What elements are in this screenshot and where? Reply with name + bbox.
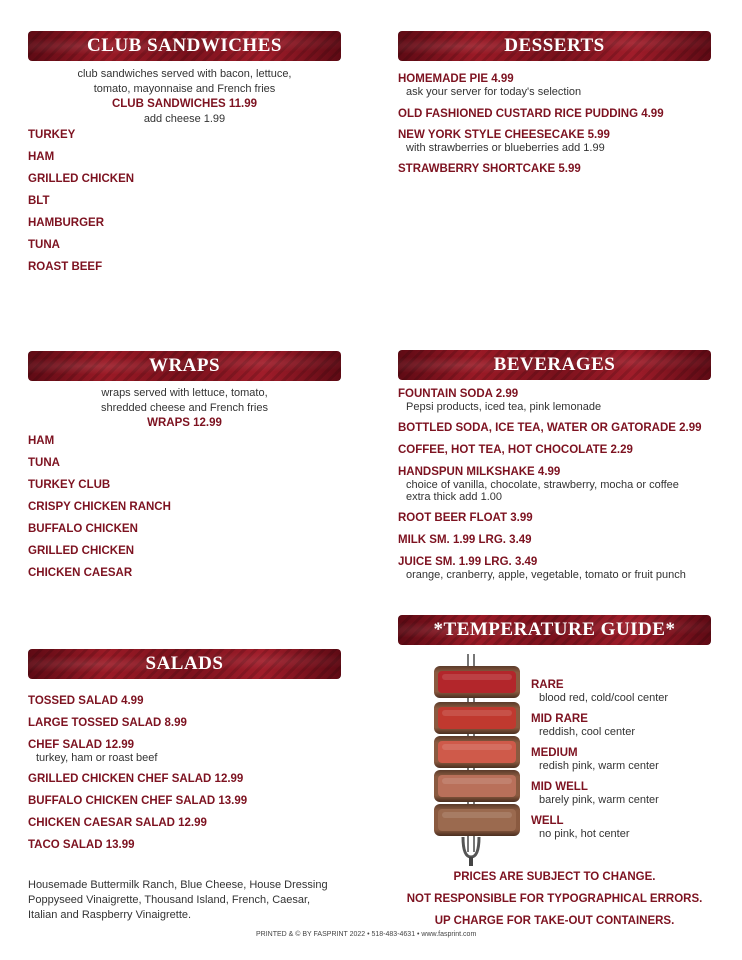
menu-item: GRILLED CHICKEN CHEF SALAD 12.99	[28, 773, 244, 785]
temperature-level-desc: blood red, cold/cool center	[539, 692, 669, 704]
menu-item: OLD FASHIONED CUSTARD RICE PUDDING 4.99	[398, 108, 664, 120]
menu-item: COFFEE, HOT TEA, HOT CHOCOLATE 2.29	[398, 444, 633, 456]
desserts-title: DESSERTS	[504, 35, 605, 56]
salads-header	[28, 649, 341, 679]
temperature-level-desc: no pink, hot center	[539, 828, 630, 840]
club-sandwiches-header	[28, 31, 341, 61]
beverages-header	[398, 350, 711, 380]
menu-item: CHICKEN CAESAR	[28, 567, 133, 579]
temperature-level-name: RARE	[531, 679, 564, 691]
menu-item: CHICKEN CAESAR SALAD 12.99	[28, 817, 207, 829]
menu-item: JUICE SM. 1.99 LRG. 3.49	[398, 556, 538, 568]
menu-item: CRISPY CHICKEN RANCH	[28, 501, 171, 513]
temperature-level-desc: reddish, cool center	[539, 726, 635, 738]
menu-item: HANDSPUN MILKSHAKE 4.99	[398, 466, 561, 478]
menu-item: LARGE TOSSED SALAD 8.99	[28, 717, 187, 729]
temperature-guide-title: *TEMPERATURE GUIDE*	[433, 619, 676, 640]
temperature-level-desc: redish pink, warm center	[539, 760, 659, 772]
temperature-level-name: MID RARE	[531, 713, 588, 725]
menu-item: BUFFALO CHICKEN CHEF SALAD 13.99	[28, 795, 248, 807]
wraps-header	[28, 351, 341, 381]
menu-item: GRILLED CHICKEN	[28, 545, 135, 557]
menu-item-description: orange, cranberry, apple, vegetable, tomato or fruit punch	[406, 569, 686, 581]
menu-item-description: Pepsi products, iced tea, pink lemonade	[406, 401, 602, 413]
typo-disclaimer: NOT RESPONSIBLE FOR TYPOGRAPHICAL ERRORS.	[406, 893, 703, 905]
temperature-level-name: MID WELL	[531, 781, 588, 793]
menu-item: ROOT BEER FLOAT 3.99	[398, 512, 533, 524]
menu-item: TURKEY CLUB	[28, 479, 111, 491]
menu-item: TACO SALAD 13.99	[28, 839, 135, 851]
menu-item: HAM	[28, 151, 55, 163]
salads-title: SALADS	[145, 653, 224, 674]
printer-credit: PRINTED & © BY FASPRINT 2022 • 518-483-4631 • www.fasprint.com	[256, 931, 477, 938]
menu-item: HAMBURGER	[28, 217, 105, 229]
menu-item: STRAWBERRY SHORTCAKE 5.99	[398, 163, 581, 175]
club-note: club sandwiches served with bacon, lettuce, tomato, mayonnaise and French fries	[77, 68, 292, 95]
temperature-guide-header	[398, 615, 711, 645]
steak-skewer-icon	[428, 652, 528, 868]
club-sandwiches-title: CLUB SANDWICHES	[87, 35, 282, 56]
wraps-title: WRAPS	[148, 355, 221, 376]
menu-item: HOMEMADE PIE 4.99	[398, 73, 514, 85]
steak-piece-rare	[434, 666, 520, 698]
menu-item: TURKEY	[28, 129, 76, 141]
steak-piece-mid-well	[434, 770, 520, 802]
desserts-header	[398, 31, 711, 61]
club-price-line: CLUB SANDWICHES 11.99	[111, 98, 258, 110]
temperature-level-desc: barely pink, warm center	[539, 794, 659, 806]
temperature-level-name: MEDIUM	[531, 747, 578, 759]
menu-item: TOSSED SALAD 4.99	[28, 695, 144, 707]
menu-item: GRILLED CHICKEN	[28, 173, 135, 185]
beverages-title: BEVERAGES	[493, 354, 616, 375]
menu-item: NEW YORK STYLE CHEESECAKE 5.99	[398, 129, 610, 141]
menu-item: BUFFALO CHICKEN	[28, 523, 138, 535]
menu-item: TUNA	[28, 239, 60, 251]
menu-item: ROAST BEEF	[28, 261, 103, 273]
steak-piece-mid-rare	[434, 702, 520, 734]
club-addon: add cheese 1.99	[143, 113, 226, 125]
steak-skewer-illustration	[428, 652, 528, 868]
menu-item-description: with strawberries or blueberries add 1.99	[406, 142, 605, 154]
menu-item-description: ask your server for today's selection	[406, 86, 582, 98]
wraps-price-line: WRAPS 12.99	[147, 417, 222, 429]
temperature-level-name: WELL	[531, 815, 564, 827]
menu-item-description: turkey, ham or roast beef	[36, 752, 158, 764]
takeout-notice: UP CHARGE FOR TAKE-OUT CONTAINERS.	[434, 915, 675, 927]
price-change-notice: PRICES ARE SUBJECT TO CHANGE.	[453, 871, 656, 883]
menu-item-description: extra thick add 1.00	[406, 491, 503, 503]
menu-item: MILK SM. 1.99 LRG. 3.49	[398, 534, 532, 546]
menu-item: HAM	[28, 435, 55, 447]
menu-item: BOTTLED SODA, ICE TEA, WATER OR GATORADE 2.99	[398, 422, 702, 434]
menu-item: BLT	[28, 195, 50, 207]
dressings-note: Housemade Buttermilk Ranch, Blue Cheese, House Dressing Poppyseed Vinaigrette, Thousand Island, French, Caesar, Italian and Raspberry Vinaigrette.	[28, 879, 328, 921]
steak-piece-well	[434, 804, 520, 836]
menu-item: CHEF SALAD 12.99	[28, 739, 135, 751]
menu-item: FOUNTAIN SODA 2.99	[398, 388, 519, 400]
menu-item-description: choice of vanilla, chocolate, strawberry, mocha or coffee	[406, 479, 679, 491]
steak-piece-medium	[434, 736, 520, 768]
wraps-note: wraps served with lettuce, tomato, shredded cheese and French fries	[101, 387, 268, 414]
menu-item: TUNA	[28, 457, 60, 469]
